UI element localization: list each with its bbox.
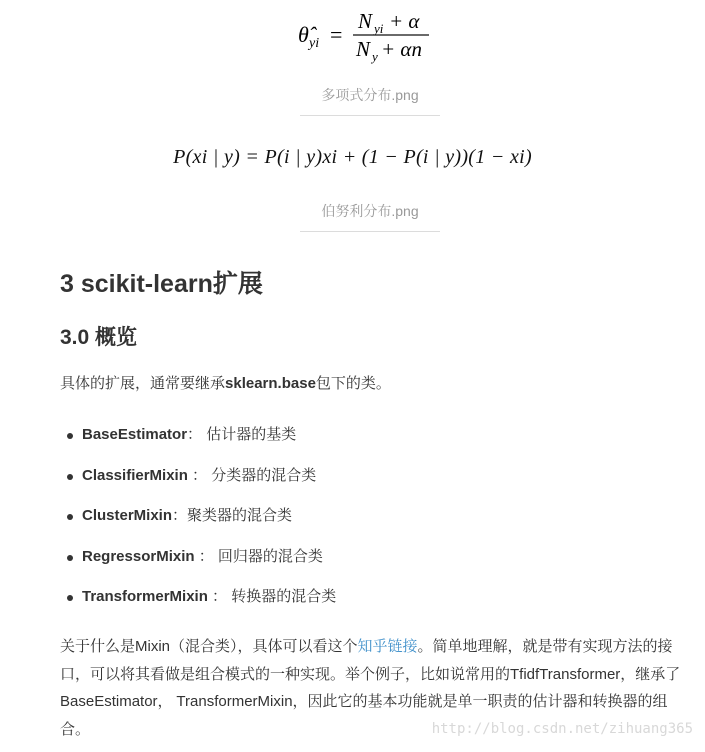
paragraph-post: 。简单地理解，就是带有实现方法的接口，可以将其看做是组合模式的一种实现。举个例子，比如说常用的TfidfTransformer，继承了BaseEstimator， TransformerMixin，因此它的基本功能就是单一职责的估计器和转换器的组合。 — [60, 638, 681, 738]
formula1-equals: = — [330, 22, 343, 47]
class-description: 分类器的混合类 — [211, 466, 317, 484]
formula1-denominator-sub: y — [372, 49, 378, 64]
bullet-icon — [67, 433, 73, 439]
formula1-denominator-n: N — [356, 37, 371, 61]
class-name: ClassifierMixin — [82, 466, 188, 484]
separator: ： — [194, 547, 218, 565]
class-name: RegressorMixin — [82, 547, 195, 565]
class-name: BaseEstimator — [82, 426, 188, 443]
multinomial-formula-svg — [0, 6, 705, 66]
multinomial-formula — [0, 6, 705, 71]
separator: ： — [172, 507, 188, 524]
subsection-heading: 3.0 概览 — [60, 326, 138, 349]
list-item — [60, 585, 336, 626]
list-item — [60, 545, 336, 586]
separator: ： — [187, 426, 207, 443]
formula1-denominator-rest: + αn — [381, 37, 422, 61]
bullet-icon — [67, 595, 73, 601]
caption-divider — [300, 231, 440, 232]
class-description: 估计器的基类 — [206, 426, 297, 443]
class-description: 转换器的混合类 — [231, 588, 337, 605]
bullet-icon — [67, 555, 73, 561]
bullet-icon — [67, 514, 73, 520]
class-description: 回归器的混合类 — [217, 547, 323, 565]
formula1-lhs-sub: yi — [309, 36, 320, 51]
intro-text — [60, 372, 391, 393]
bullet-icon — [67, 474, 73, 480]
intro-bold: sklearn.base — [225, 375, 316, 392]
formula1-caption: 多项式分布.png — [321, 87, 419, 103]
separator: ： — [187, 466, 212, 484]
list-item — [60, 464, 336, 505]
intro-post: 包下的类。 — [315, 375, 391, 392]
zhihu-link[interactable]: 知乎链接 — [357, 638, 418, 655]
class-name: ClusterMixin — [82, 507, 173, 524]
list-item — [60, 504, 336, 545]
list-item — [60, 423, 336, 464]
intro-pre: 具体的扩展，通常要继承 — [60, 375, 226, 392]
class-name: TransformerMixin — [82, 588, 208, 605]
formula2-caption: 伯努利分布.png — [321, 203, 419, 219]
blog-watermark: http://blog.csdn.net/zihuang365 — [431, 721, 693, 737]
formula2-text: P(xi | y) = P(i | y)xi + (1 − P(i | y))(1 − xi) — [173, 146, 532, 168]
separator: ： — [207, 588, 232, 605]
paragraph-pre: 关于什么是Mixin（混合类），具体可以看这个 — [60, 638, 358, 655]
base-class-list — [60, 423, 336, 626]
caption-divider — [300, 115, 440, 116]
formula1-numerator-rest: + α — [389, 9, 420, 33]
class-description: 聚类器的混合类 — [187, 507, 293, 524]
formula1-numerator-n: N — [358, 9, 373, 33]
formula1-lhs: θ̂ — [298, 22, 309, 47]
formula1-numerator-sub: yi — [374, 21, 384, 36]
section-heading: 3 scikit-learn扩展 — [60, 270, 263, 298]
bernoulli-formula — [0, 146, 705, 169]
